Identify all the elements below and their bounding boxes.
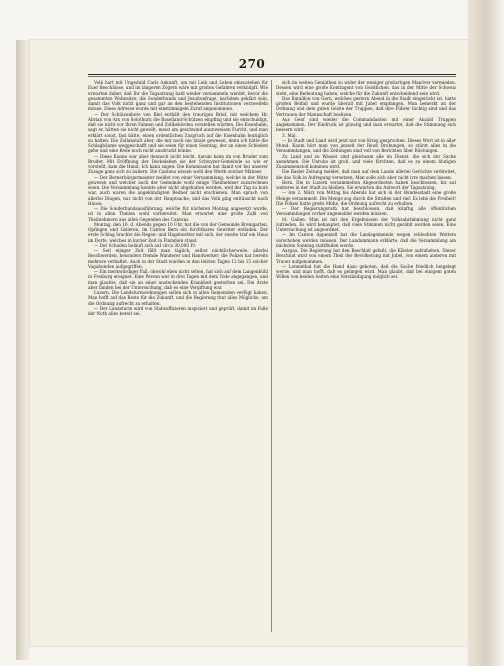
page-number: 270 bbox=[238, 57, 266, 71]
paragraph: — Der Landsturm wird von Stabsoffizieren inspiciert und geprüft, damit im Falle der Noth alles bereit sei. bbox=[88, 305, 268, 316]
paragraph: Aargau. Die Regierung hat den Beschluß gefaßt, die Klöster aufzuheben. Dieser Beschluß wird von einem Theil der Bevölkerung mit Jubel, von einem anderen mit Trauer aufgenommen. bbox=[276, 248, 456, 264]
paragraph: sich im weiten Gemüthen zu wider der weniger großartigen Manöver vermieden. Dessen wird eine große Kontingent von Geistlichen, das in der Mitte der Schweiz steht, eine Bedeutung haben, welche für die Zukunft entscheidend sein wird. bbox=[276, 80, 456, 96]
header-rule bbox=[88, 74, 456, 75]
paragraph: Die Basler Zeitung meldet, daß man auf dem Lande allerlei Gerüchte verbreitet, die das Volk in Aufregung versetzen. Man solle sich aber nicht irre machen lassen. bbox=[276, 169, 456, 180]
paragraph: Aus Genf sind wieder die Commandanten mit einer Anzahl Truppen angekommen. Der Eindruck ist günstig und man erwartet, daß die Stimmung sich bessern wird. bbox=[276, 116, 456, 133]
paragraph: St. Gallen. Man ist mit den Ergebnissen der Volksabstimmung nicht ganz zufrieden. Es wird behauptet, daß viele Stimmen nicht gezählt worden seien. Eine Untersuchung ist angeordnet. bbox=[276, 216, 456, 232]
paragraph: — In Stadt und Land wird jetzt nur von Krieg gesprochen. Dieses Wort ist in aller Mund. Kaum hört man von jenseit der Reuß Drohungen, so stürzt alles in die Versammlungen, und die Zeitungen sind voll von Berichten über Rüstungen. bbox=[276, 137, 456, 154]
paragraph: 3. Mai. bbox=[282, 132, 297, 138]
paragraph: — Diese Kanne war aber dennoch nicht leicht, darum kann im von Bruder zum Bruder. Mit Eröffnung der Deckeleßen sie der Schwyzer-Gemeinde so wie er vorstellt, kam die Hand. Ich kann sagen: Die Kommission hat damit vor bei unserer Zusage ganz sich zu äußern. Die Cantons wissen wohl den Werth solcher Männer. bbox=[88, 153, 268, 175]
left-text-column bbox=[88, 80, 268, 640]
page-edge-right bbox=[468, 0, 504, 666]
paragraph: — Im Canton Appenzell hat die Landsgemeinde wegen schlechten Wetters verschoben werden müssen. Der Landammann erklärte, daß die Versammlung am nächsten Sonntag stattfinden werde. bbox=[276, 232, 456, 248]
header-rule-secondary bbox=[88, 76, 456, 77]
paragraph: Luzern. Die Landsturmordnungen sollen sich in allen Gemeinden verfügt haben. Man hofft auf das Beste für die Zukunft, und die Regierung thut alles Mögliche, um die Ordnung aufrecht zu erhalten. bbox=[88, 290, 268, 306]
paragraph: Volk hart mit Ungeduld Carls Ankunft, um mit Leib und Leben einzustehen für Euer Beschlüsse, und im längeren Zögern wäre mit großen Gefahren verknüpft. Wie erwarten daher, daß Ihr die Tagsatzung bald wieder versammeln werdet, bevor die gesammten Wohnsitze, die Sonderbunds und Jesuitenfrage, nachdem geklärt sein, damit das Volk nicht ganz und gar an den bestehenden Institutionen verzweifeln müsse. Diese Adresse wurde mit einstimmigem Zuruf angenommen. bbox=[88, 80, 268, 112]
paragraph: — Der Schützenhote von Biel enthält den traurigen Brief, mit welchem Hr. Abrian von Arx von Solothurn die Baselland-Schützen empfing und sie entschuldigt, daß sie nicht vor Ihren Fahnen und Zollbehörden vorstellen würden. Die Eisenbahn, sagt er, hätten sie nicht gewollt, meist am geschwind auszuweisen Furcht, und man erklärt sonst, fast hätte, einen ordentlichen Zuspruch auf die Eisenbahn bezüglich zu halten. Die Zollanstalt aber, die mir noch nie fatale gewesen, denn ich hätte die Schlagbäume weggeschafft und sie seien für einen Sonntag, der an einen Schießen gehe und eine Rede noch nicht ausdruckt könne. bbox=[88, 111, 268, 154]
page-edge-left bbox=[16, 40, 30, 660]
right-text-column bbox=[276, 80, 456, 640]
paragraph: Zu Land und zu Wasser sind gleichsam alle im Dienst, die sich der Sache annehmen. Die Unruhe ist groß, und viele fürchten, daß es zu einem blutigen Zusammenstoß kommen wird. bbox=[276, 153, 456, 169]
paragraph: — Der Bernerbürgermeister meldet von einer Versammlung, welche in der Mitte gewesen und welcher auch der Gemeinde wohl einige Theilnehmer zuzurechnen seien. Die Versammlung konnte aber nicht abgehalten werden, weil der Tag zu kurz war, auch waren die angekündigten Redner nicht erschienen. Man sprach von allerlei Dingen, nur nicht von der Hauptsache, und das Volk ging enttäuscht nach Hause. bbox=[88, 174, 268, 206]
paragraph: Bern. Die in Luzern versammelten Abgeordneten haben beschlossen, bis auf weiteres in der Stadt zu bleiben. Sie erwarten die Antwort der Tagsatzung. bbox=[276, 179, 456, 190]
paragraph: Das Bataillon von Gern, welches gestern Abend in die Stadt eingerückt ist, hatte großen Beifall und wurde überall mit Jubel empfangen. Man bemerkt an der Ordnung und dem guten Geiste der Truppen, daß ihre Führer tüchtig sind und das Vertrauen der Mannschaft besitzen. bbox=[276, 95, 456, 117]
paragraph: Montag, den 16. d. Abends gegen 10 Uhr, hat die von der Gemeinde Bremgarten, Opfingen und Gisleren, im Canton Bern ein furchtbares Gewitter entladen. Der erste Schlag brachte die Regen- und Hagelwetter mit sich, der zweite traf ein Haus im Dorfe, welches in kurzer Zeit in Flammen stand. bbox=[88, 221, 268, 243]
paragraph: — Seit einiger Zeit fällt man täglich, selbst nächtlicherweile, allerlei Beschwerden, besonders fremde Wanderer und Handwerker; die Polizei hat bereits mehrere verhaftet. Auch in der Stadt wurden in den letzten Tagen 12 bis 15 solcher Vagabunden aufgegriffen. bbox=[88, 248, 268, 269]
column-divider bbox=[271, 80, 272, 632]
paragraph: — Ein merkwürdiger Fall, obwohl eben nicht selten, hat sich auf dem Langenbühl in Freiburg ereignet. Eine Person war in drei Tagen mit dem Tode abgegangen, und man glaubte, daß sie an einer ansteckenden Krankheit gestorben sei. Die Ärzte aber fanden bei der Untersuchung, daß es eine Vergiftung war. bbox=[88, 269, 268, 290]
paragraph: — Am 2. März von Mittag bis Abends hat sich in der Bundesstadt eine große Menge versammelt. Die Menge zog durch die Straßen und rief: Es lebe die Freiheit! Die Polizei hatte große Mühe, die Ordnung aufrecht zu erhalten. bbox=[276, 190, 456, 206]
paragraph: — Lomenthal hat die Hand dazu geboten, daß die Sache friedlich beigelegt werde, und man hofft, daß es gelingen wird. Man glaubt, daß bei einigem guten Willen von beiden Seiten eine Verständigung möglich sei. bbox=[276, 263, 456, 280]
paragraph: — Der Regierungsrath hat beschlossen, daß künftig alle öffentlichen Versammlungen vorher angemeldet werden müssen. bbox=[276, 206, 456, 217]
paragraph: — Die Sonderbundsausführung, welche für nächsten Montag angesetzt wurde, ist in allen Theilen wohl vorbereitet. Man erwartet eine große Zahl von Theilnehmern aus allen Gegenden des Cantons. bbox=[88, 206, 268, 222]
paragraph: — Der Schaden beläuft sich auf circa 30,000 Fr. bbox=[94, 242, 197, 248]
